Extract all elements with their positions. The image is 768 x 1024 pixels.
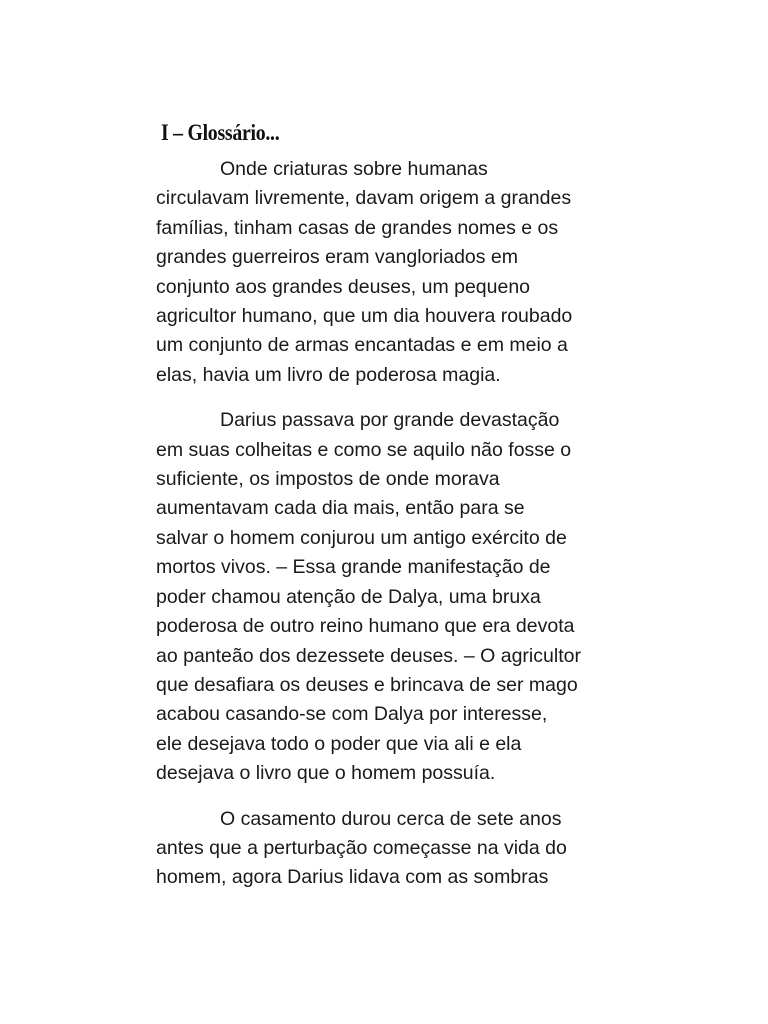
text-line: ao panteão dos dezessete deuses. – O agricultor [156, 644, 581, 667]
text-line: antes que a perturbação começasse na vida do [156, 836, 567, 859]
paragraph [156, 155, 621, 390]
text-line: elas, havia um livro de poderosa magia. [156, 363, 501, 386]
text-line: em suas colheitas e como se aquilo não fosse o [156, 438, 572, 461]
text-line: aumentavam cada dia mais, então para se [156, 497, 525, 520]
text-line: acabou casando-se com Dalya por interesse, [156, 703, 548, 726]
text-line: poder chamou atenção de Dalya, uma bruxa [156, 585, 541, 608]
text-line: circulavam livremente, davam origem a grandes [156, 187, 572, 210]
text-line: um conjunto de armas encantadas e em meio a [156, 334, 568, 357]
text-line: agricultor humano, que um dia houvera roubado [156, 305, 573, 328]
text-line: suficiente, os impostos de onde morava [156, 468, 500, 491]
text-line: ele desejava todo o poder que via ali e ela [156, 732, 522, 755]
chapter-title: I – Glossário... [161, 120, 280, 145]
text-line: Darius passava por grande devastação [220, 409, 560, 432]
text-line: mortos vivos. – Essa grande manifestação de [156, 556, 551, 579]
text-line: salvar o homem conjurou um antigo exército de [156, 526, 567, 549]
text-line: que desafiara os deuses e brincava de ser mago [156, 673, 578, 696]
text-line: grandes guerreiros eram vangloriados em [156, 246, 519, 269]
text-line: conjunto aos grandes deuses, um pequeno [156, 275, 531, 298]
text-line: desejava o livro que o homem possuía. [156, 762, 496, 785]
text-line: poderosa de outro reino humano que era devota [156, 615, 575, 638]
text-line: Onde criaturas sobre humanas [220, 158, 488, 180]
paragraph [156, 805, 621, 893]
text-line: homem, agora Darius lidava com as sombras [156, 866, 549, 889]
text-line: famílias, tinham casas de grandes nomes e os [156, 216, 559, 239]
body-text [156, 155, 621, 909]
text-line: O casamento durou cerca de sete anos [220, 807, 562, 830]
paragraph [156, 406, 621, 788]
